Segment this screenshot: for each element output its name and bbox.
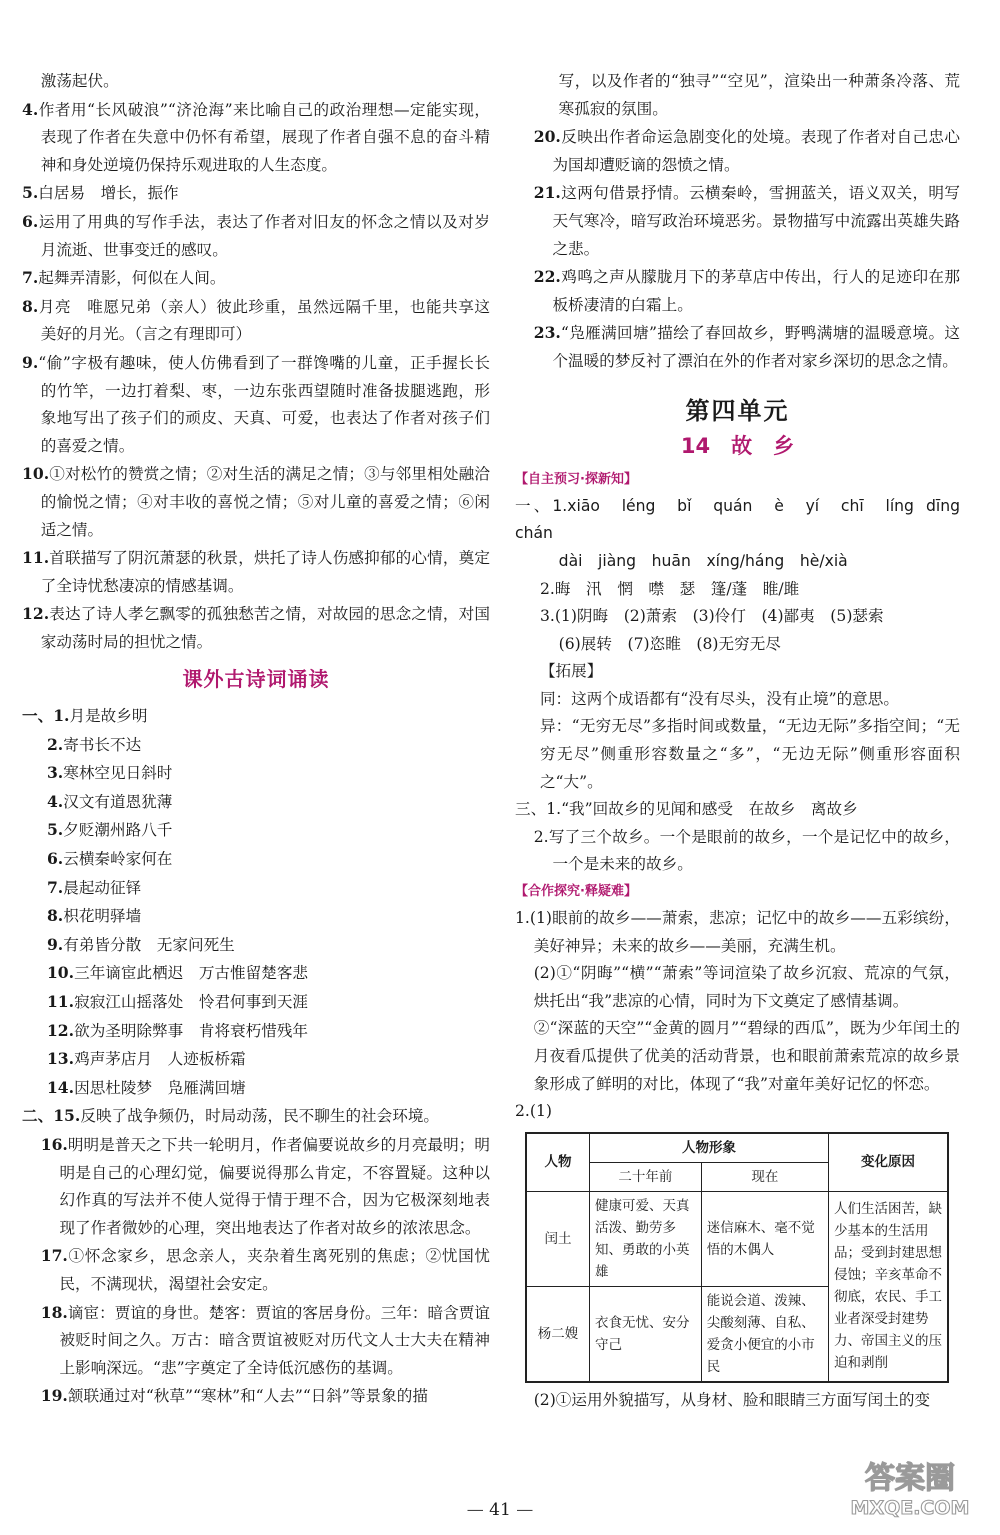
answer-item (22, 600, 490, 656)
answer-number: 12. (22, 604, 50, 624)
answer-number: 12. (46, 1020, 75, 1040)
answer-text: 起舞弄清影，何似在人间。 (38, 269, 226, 288)
table-row (526, 1191, 948, 1286)
answer-item (515, 263, 960, 319)
pinyin-answer: dài jiàng huān xíng/háng hè/xià (558, 551, 848, 570)
answer-text: 作者用“长风破浪”“济沧海”来比喻自己的政治理想—定能实现，表现了作者在失意中仍怀有希望，展现了作者自强不息的奋斗精神和身处逆境仍保持乐观进取的人生态度。 (38, 100, 490, 174)
answer-item (22, 293, 490, 349)
answer-item: 同：这两个成语都有“没有尽头，没有止境”的意思。 (539, 689, 899, 708)
table-cell-now: 能说会道、泼辣、尖酸刻薄、自私、爱贪小便宜的小市民 (701, 1286, 828, 1382)
answer-text: 寄书长不达 (63, 735, 142, 754)
answer-item (22, 460, 490, 544)
answer-text: 反映出作者命运急剧变化的处境。表现了作者对自己忠心为国却遭贬谪的怨愤之情。 (552, 128, 960, 174)
unit-title: 第四单元 (685, 396, 790, 425)
answer-text: 白居易 增长，振作 (38, 184, 179, 203)
answer-text: 寂寂江山摇落处 怜君何事到天涯 (74, 993, 309, 1011)
table-cell-past: 衣食无忧、安分守己 (590, 1286, 702, 1382)
answer-number: 11. (46, 992, 75, 1011)
poem-answer (22, 702, 490, 731)
answer-text: 枳花明驿墙 (63, 907, 142, 926)
answer-number: 15. (53, 1106, 81, 1126)
answer-number: 2. (46, 734, 64, 754)
answer-text: ①怀念家乡，思念亲人，夹杂着生离死别的焦虑；②忧国忧民，不满现状，渴望社会安定。 (59, 1247, 490, 1293)
answer-text: 寒林空见日斜时 (63, 764, 173, 783)
answer-text: 汉文有道恩犹薄 (63, 792, 173, 811)
table-subheader: 二十年前 (590, 1162, 702, 1191)
table-cell-past: 健康可爱、天真活泼、勤劳多知、勇敢的小英雄 (590, 1191, 702, 1286)
explore-tag: 【合作探究·释疑难】 (515, 884, 637, 900)
answer-text: 首联描写了阴沉萧瑟的秋景，烘托了诗人伤感抑郁的心情，奠定了全诗忧愁凄凉的情感基调。 (40, 549, 490, 595)
answer-item (22, 1102, 490, 1131)
answer-item (22, 208, 490, 264)
answer-item: 2.写了三个故乡。一个是眼前的故乡，一个是记忆中的故乡，一个是未来的故乡。 (533, 827, 960, 874)
answer-text: 晨起动征铎 (63, 878, 142, 897)
answer-item (22, 544, 490, 600)
answer-text: 夕贬潮州路八千 (63, 821, 173, 840)
answer-number: 19. (40, 1386, 68, 1406)
answer-item (22, 264, 490, 293)
answer-number: 18. (40, 1302, 68, 1322)
poem-answer (22, 816, 490, 845)
answer-text: ①对松竹的赞赏之情；②对生活的满足之情；③与邻里相处融洽的愉悦之情；④对丰收的喜悦之情；⑤对儿童的喜爱之情；⑥闲适之情。 (40, 465, 490, 539)
answer-number: 20. (533, 127, 561, 147)
section-title: 课外古诗词诵读 (182, 667, 330, 692)
answer-number: 5. (46, 820, 64, 840)
table-cell-name: 闰土 (526, 1191, 590, 1286)
poem-answer (22, 988, 490, 1017)
watermark-logo (835, 1452, 985, 1522)
expand-label: 【拓展】 (539, 662, 603, 681)
left-column (22, 68, 490, 1411)
answer-item: 1.(1)眼前的故乡——萧索，悲凉；记忆中的故乡——五彩缤纷，美好神异；未来的故乡——美丽，充满生机。 (515, 909, 960, 955)
answer-item (22, 68, 490, 96)
answer-number: 22. (533, 267, 561, 287)
table-header: 人物 (526, 1133, 590, 1192)
answer-item: 3.(1)阴晦 (2)萧索 (3)伶仃 (4)鄙夷 (5)瑟索 (539, 607, 884, 626)
answer-number: 8. (22, 296, 39, 316)
pinyin-answer: 一、1.xiāo léng bǐ quán è yí chī líng dīng chán (515, 496, 976, 543)
answer-item (22, 179, 490, 208)
answer-text: 三年谪宦此栖迟 万古惟留楚客悲 (74, 964, 309, 983)
table-header: 人物形象 (590, 1133, 829, 1163)
column-divider (500, 64, 501, 1484)
section-prefix: 二、 (22, 1106, 54, 1126)
answer-item: (2)①运用外貌描写，从身材、脸和眼睛三方面写闰土的变 (533, 1390, 931, 1409)
poem-answer (22, 959, 490, 988)
answer-item (515, 123, 960, 179)
answer-item (515, 68, 960, 123)
answer-item: 2.(1) (515, 1102, 552, 1121)
poem-answer (22, 788, 490, 817)
poem-answer (22, 1045, 490, 1074)
answer-text: 鸡声茅店月 人迹板桥霜 (74, 1050, 246, 1069)
answer-text: “偷”字极有趣味，使人仿佛看到了一群馋嘴的儿童，正手握长长的竹竿，一边打着梨、枣，一边东张西望随时准备拔腿逃跑，形象地写出了孩子们的顽皮、天真、可爱，也表达了作者对孩子们的喜爱之情。 (38, 353, 490, 455)
table-cell-now: 迷信麻木、毫不觉悟的木偶人 (701, 1191, 828, 1286)
answer-item: 2.晦 汛 惘 噤 瑟 篷/蓬 睢/雎 (539, 579, 800, 598)
answer-item (515, 319, 960, 375)
character-table (525, 1132, 949, 1383)
answer-item (515, 179, 960, 263)
table-subheader: 现在 (701, 1162, 828, 1191)
answer-number: 7. (22, 268, 39, 288)
answer-text: 激荡起伏。 (40, 72, 119, 90)
answer-number: 10. (46, 963, 75, 983)
answer-text: 这两句借景抒情。云横秦岭，雪拥蓝关，语义双关，明写天气寒冷，暗写政治环境恶劣。景物描写中流露出英雄失路之悲。 (552, 184, 960, 258)
answer-text: 颔联通过对“秋草”“寒林”和“人去”“日斜”等景象的描 (67, 1387, 428, 1406)
answer-text: 写，以及作者的“独寻”“空见”，渲染出一种萧条冷落、荒寒孤寂的氛围。 (558, 72, 960, 118)
answer-number: 4. (46, 791, 64, 811)
page-number: — 41 — (0, 1500, 1000, 1520)
answer-item (22, 349, 490, 460)
answer-text: 表达了诗人孝乞飘零的孤独愁苦之情，对故园的思念之情，对国家动荡时局的担忧之情。 (40, 605, 490, 651)
poem-answer (22, 931, 490, 960)
answer-number: 8. (46, 906, 64, 926)
poem-answer (22, 902, 490, 931)
answer-item: 异：“无穷无尽”多指时间或数量，“无边无际”多指空间；“无穷无尽”侧重形容数量之“多”，“无边无际”侧重形容面积之“大”。 (539, 717, 960, 791)
answer-number: 6. (46, 849, 64, 869)
answer-item (22, 96, 490, 180)
answer-number: 16. (40, 1134, 68, 1154)
right-column (515, 68, 976, 1414)
lesson-title: 14 故 乡 (680, 434, 795, 459)
answer-item: ②“深蓝的天空”“金黄的圆月”“碧绿的西瓜”，既为少年闰土的月夜看瓜提供了优美的活动背景，也和眼前萧索荒凉的故乡景象形成了鲜明的对比，体现了“我”对童年美好记忆的怀恋。 (533, 1019, 960, 1093)
poem-answer (22, 874, 490, 903)
answer-text: 欲为圣明除弊事 肯将衰朽惜残年 (74, 1021, 309, 1040)
watermark-text-en: MXQE.COM (850, 1497, 970, 1519)
preview-tag: 【自主预习·探新知】 (515, 471, 637, 487)
answer-item (22, 1299, 490, 1383)
poem-answer (22, 845, 490, 874)
answer-number: 7. (46, 877, 64, 897)
answer-number: 6. (22, 211, 39, 231)
answer-text: “凫雁满回塘”描绘了春回故乡，野鸭满塘的温暖意境。这个温暖的梦反衬了漂泊在外的作者对家乡深切的思念之情。 (552, 324, 960, 370)
answer-item (22, 1242, 490, 1298)
answer-text: 月亮 唯愿兄弟（亲人）彼此珍重，虽然远隔千里，也能共享这美好的月光。（言之有理即可） (38, 297, 490, 344)
table-cell-reason: 人们生活困苦，缺少基本的生活用品；受到封建思想侵蚀；辛亥革命不彻底，农民、手工业者深受封建势力、帝国主义的压迫和剥削 (829, 1191, 949, 1382)
section-prefix: 一、 (22, 706, 54, 726)
answer-number: 13. (46, 1049, 75, 1069)
answer-number: 21. (533, 183, 561, 203)
poem-answer (22, 1017, 490, 1046)
answer-text: 运用了用典的写作手法，表达了作者对旧友的怀念之情以及对岁月流逝、世事变迁的感叹。 (38, 212, 490, 259)
answer-text: 因思杜陵梦 凫雁满回塘 (74, 1078, 246, 1097)
answer-text: 有弟皆分散 无家问死生 (63, 935, 235, 954)
answer-number: 14. (46, 1077, 75, 1097)
answer-number: 9. (22, 352, 39, 372)
answer-number: 10. (22, 464, 50, 484)
answer-item (22, 1131, 490, 1242)
table-header-row (526, 1133, 948, 1163)
answer-number: 17. (40, 1246, 68, 1266)
answer-item: (2)①“阴晦”“横”“萧索”等词渲染了故乡沉寂、荒凉的气氛，烘托出“我”悲凉的心情，同时为下文奠定了感情基调。 (533, 964, 960, 1010)
answer-number: 1. (53, 706, 70, 726)
answer-number: 11. (22, 548, 50, 568)
table-header: 变化原因 (829, 1133, 949, 1192)
poem-answer (22, 759, 490, 788)
answer-item (22, 1382, 490, 1411)
answer-text: 云横秦岭家何在 (63, 850, 173, 869)
answer-text: 月是故乡明 (69, 707, 148, 726)
answer-number: 5. (22, 183, 39, 203)
poem-answer (22, 731, 490, 760)
answer-number: 4. (22, 99, 39, 119)
answer-number: 23. (533, 323, 561, 343)
answer-text: 谪宦：贾谊的身世。楚客：贾谊的客居身份。三年：暗含贾谊被贬时间之久。万古：暗含贾谊被贬对历代文人士大夫在精神上影响深远。“悲”字奠定了全诗低沉感伤的基调。 (59, 1303, 490, 1377)
answer-item: 三、1.“我”回故乡的见闻和感受 在故乡 离故乡 (515, 800, 858, 819)
answer-number: 9. (46, 934, 64, 954)
watermark-text-cn: 答案圈 (865, 1461, 955, 1496)
answer-text: 明明是普天之下共一轮明月，作者偏要说故乡的月亮最明；明明是自己的心理幻觉，偏要说得那么肯定，不容置疑。这种以幻作真的写法并不使人觉得于情于理不合，因为它极深刻地表现了作者微妙的心理，突出地表达了作者对故乡的浓浓思念。 (59, 1135, 490, 1237)
answer-item: (6)展转 (7)恣睢 (8)无穷无尽 (558, 634, 781, 653)
answer-text: 鸡鸣之声从朦胧月下的茅草店中传出，行人的足迹印在那板桥凄清的白霜上。 (552, 268, 960, 314)
poem-answer (22, 1074, 490, 1103)
answer-text: 反映了战争频仍，时局动荡，民不聊生的社会环境。 (80, 1107, 440, 1126)
table-cell-name: 杨二嫂 (526, 1286, 590, 1382)
answer-number: 3. (46, 763, 64, 783)
